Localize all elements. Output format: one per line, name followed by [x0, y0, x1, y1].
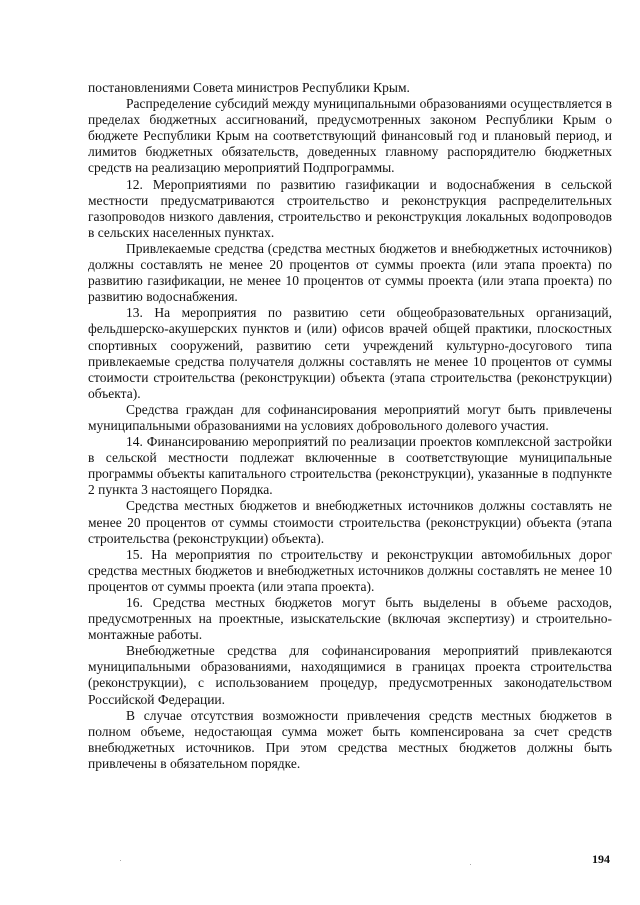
paragraph-subsidy-distribution: Распределение субсидий между муниципальными образованиями осуществляется в пределах бюджетных ассигнований, предусмотренных законом Республики Крым о бюджете Республики Крым на соответствующий финансовый год и плановый период, и лимитов бюджетных обязательств, доведенных главному распорядителю бюджетных средств на реализацию мероприятий Подпрограммы.: [88, 96, 612, 176]
document-body: [88, 80, 612, 772]
paragraph-shortfall-compensation: В случае отсутствия возможности привлечения средств местных бюджетов в полном объеме, недостающая сумма может быть компенсирована за счет средств внебюджетных источников. При этом средства местных бюджетов должны быть привлечены в обязательном порядке.: [88, 707, 612, 771]
paragraph-item-16: 16. Средства местных бюджетов могут быть выделены в объеме расходов, предусмотренных на проектные, изыскательские (включая экспертизу) и строительно-монтажные работы.: [88, 595, 612, 643]
paragraph-attracted-funds: Привлекаемые средства (средства местных бюджетов и внебюджетных источников) должны составлять не менее 20 процентов от суммы проекта (или этапа проекта) по развитию газификации, не менее 10 процентов от суммы проекта (или этапа проекта) по развитию водоснабжения.: [88, 240, 612, 305]
paragraph-extrabudgetary-funds: Внебюджетные средства для софинансирования мероприятий привлекаются муниципальными образованиями, находящимися в границах проекта строительства (реконструкции), с использованием процедур, предусмотренных законодательством Российской Федерации.: [88, 643, 612, 707]
scan-speck: [470, 864, 471, 865]
paragraph-item-14: 14. Финансированию мероприятий по реализации проектов комплексной застройки в сельской местности подлежат включенные в соответствующие муниципальные программы объекты капитального строительства (реконструкции), указанные в подпункте 2 пункта 3 настоящего Порядка.: [88, 434, 612, 498]
paragraph-continuation: постановлениями Совета министров Республики Крым.: [88, 80, 410, 95]
paragraph-item-15: 15. На мероприятия по строительству и реконструкции автомобильных дорог средства местных бюджетов и внебюджетных источников должны составлять не менее 10 процентов от суммы проекта (или этапа проекта).: [88, 546, 612, 594]
scan-speck: [120, 860, 121, 861]
page-number: 194: [592, 852, 610, 866]
paragraph-citizens-funds: Средства граждан для софинансирования мероприятий могут быть привлечены муниципальными образованиями на условиях добровольного долевого участия.: [88, 401, 612, 433]
paragraph-item-13: 13. На мероприятия по развитию сети общеобразовательных организаций, фельдшерско-акушерских пунктов и (или) офисов врачей общей практики, плоскостных спортивных сооружений, развитию сети учреждений культурно-досугового типа привлекаемые средства получателя должны составлять не менее 10 процентов от суммы стоимости строительства (реконструкции) объекта (этапа строительства (реконструкции) объекта).: [88, 305, 612, 401]
paragraph-item-12: 12. Мероприятиями по развитию газификации и водоснабжения в сельской местности предусматриваются строительство и реконструкция распределительных газопроводов низкого давления, строительство и реконструкция локальных водопроводов в сельских населенных пунктах.: [88, 176, 612, 240]
paragraph-local-budget-funds: Средства местных бюджетов и внебюджетных источников должны составлять не менее 20 процентов от суммы стоимости строительства (реконструкции) объекта (этапа строительства (реконструкции) объекта).: [88, 498, 612, 546]
